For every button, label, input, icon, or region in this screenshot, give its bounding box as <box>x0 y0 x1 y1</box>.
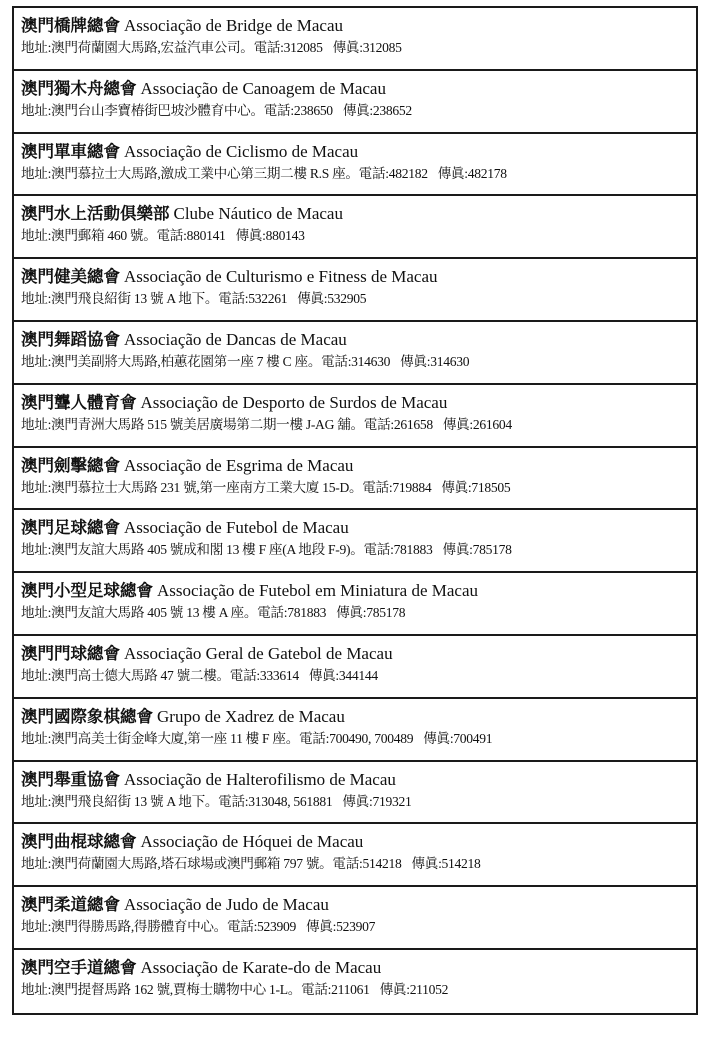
directory-entry <box>14 636 696 699</box>
address-and-phone: 地址:澳門台山李寶椿街巴坡沙體育中心。電話:238650 <box>21 102 333 118</box>
association-name-chinese: 澳門聾人體育會 <box>21 392 137 412</box>
fax-number: 傳眞:514218 <box>411 856 481 872</box>
directory-entry <box>14 699 696 762</box>
sports-association-directory <box>12 6 698 1015</box>
association-contact <box>21 163 696 185</box>
association-name-chinese: 澳門曲棍球總會 <box>21 832 137 852</box>
directory-entry <box>14 950 696 1013</box>
association-name-portuguese: Associação de Dancas de Macau <box>124 329 347 349</box>
directory-entry <box>14 71 696 134</box>
association-name-chinese: 澳門門球總會 <box>21 643 120 663</box>
directory-entry <box>14 573 696 636</box>
address-and-phone: 地址:澳門飛良紹街 13 號 A 地下。電話:532261 <box>21 291 288 307</box>
directory-entry <box>14 196 696 259</box>
fax-number: 傳眞:314630 <box>400 353 470 369</box>
address-and-phone: 地址:澳門荷蘭園大馬路,宏益汽車公司。電話:312085 <box>21 40 323 55</box>
association-name <box>21 78 696 100</box>
address-and-phone: 地址:澳門友誼大馬路 405 號成和閣 13 樓 F 座(A 地段 F-9)。電話:781883 <box>21 542 433 558</box>
association-name-portuguese: Associação de Hóquei de Macau <box>140 832 364 852</box>
association-name-portuguese: Clube Náutico de Macau <box>173 204 343 224</box>
association-name <box>21 455 696 477</box>
fax-number: 傳眞:785178 <box>442 542 512 558</box>
association-contact <box>21 477 696 499</box>
address-and-phone: 地址:澳門青洲大馬路 515 號美居廣場第二期一樓 J-AG 舖。電話:261658 <box>21 416 433 432</box>
address-and-phone: 地址:澳門慕拉士大馬路 231 號,第一座南方工業大廈 15-D。電話:719884 <box>21 479 432 495</box>
association-name-chinese: 澳門空手道總會 <box>21 957 137 977</box>
address-and-phone: 地址:澳門飛良紹街 13 號 A 地下。電話:313048, 561881 <box>21 793 333 809</box>
association-name <box>21 203 696 225</box>
association-name-portuguese: Associação de Halterofilismo de Macau <box>124 769 396 789</box>
association-name-portuguese: Associação de Bridge de Macau <box>124 16 344 35</box>
association-name-chinese: 澳門單車總會 <box>21 141 120 161</box>
association-name-chinese: 澳門國際象棋總會 <box>21 706 153 726</box>
association-name-chinese: 澳門舉重協會 <box>21 769 120 789</box>
association-name-portuguese: Associação de Culturismo e Fitness de Macau <box>124 267 438 287</box>
association-contact <box>21 100 696 122</box>
association-name-chinese: 澳門水上活動俱樂部 <box>21 204 170 224</box>
fax-number: 傳眞:785178 <box>336 605 406 621</box>
address-and-phone: 地址:澳門提督馬路 162 號,賈梅士購物中心 1-L。電話:211061 <box>21 981 370 997</box>
association-contact <box>21 37 696 59</box>
fax-number: 傳眞:532905 <box>297 291 367 307</box>
association-name <box>21 831 696 853</box>
association-name-chinese: 澳門小型足球總會 <box>21 581 153 601</box>
association-name-portuguese: Associação Geral de Gatebol de Macau <box>124 643 393 663</box>
directory-entry <box>14 385 696 448</box>
association-name-portuguese: Grupo de Xadrez de Macau <box>157 706 345 726</box>
association-name <box>21 141 696 163</box>
association-contact <box>21 351 696 373</box>
fax-number: 傳眞:880143 <box>235 228 305 244</box>
association-contact <box>21 853 696 875</box>
fax-number: 傳眞:719321 <box>342 793 412 809</box>
association-contact <box>21 414 696 436</box>
fax-number: 傳眞:718505 <box>441 479 511 495</box>
address-and-phone: 地址:澳門荷蘭園大馬路,塔石球場或澳門郵箱 797 號。電話:514218 <box>21 856 402 872</box>
association-name-chinese: 澳門柔道總會 <box>21 895 120 915</box>
directory-entry <box>14 887 696 950</box>
address-and-phone: 地址:澳門慕拉士大馬路,激成工業中心第三期二樓 R.S 座。電話:482182 <box>21 165 428 181</box>
association-name-portuguese: Associação de Futebol em Miniatura de Macau <box>157 581 479 601</box>
association-name <box>21 15 696 37</box>
fax-number: 傳眞:344144 <box>308 667 378 683</box>
association-name-chinese: 澳門橋牌總會 <box>21 16 120 35</box>
association-name-portuguese: Associação de Esgrima de Macau <box>124 455 354 475</box>
association-contact <box>21 728 696 750</box>
association-name-chinese: 澳門舞蹈協會 <box>21 329 120 349</box>
association-contact <box>21 791 696 813</box>
address-and-phone: 地址:澳門郵箱 460 號。電話:880141 <box>21 228 226 244</box>
association-name-portuguese: Associação de Desporto de Surdos de Macau <box>140 392 448 412</box>
association-name <box>21 894 696 916</box>
association-name <box>21 266 696 288</box>
directory-entry <box>14 762 696 825</box>
address-and-phone: 地址:澳門高士德大馬路 47 號二樓。電話:333614 <box>21 667 299 683</box>
association-name <box>21 580 696 602</box>
association-contact <box>21 225 696 247</box>
fax-number: 傳眞:238652 <box>342 102 412 118</box>
directory-entry <box>14 448 696 511</box>
association-name <box>21 643 696 665</box>
fax-number: 傳眞:523907 <box>306 919 376 935</box>
association-contact <box>21 916 696 938</box>
association-name-portuguese: Associação de Futebol de Macau <box>124 518 349 538</box>
association-name <box>21 769 696 791</box>
association-name <box>21 517 696 539</box>
association-contact <box>21 539 696 561</box>
association-contact <box>21 288 696 310</box>
association-name-chinese: 澳門足球總會 <box>21 518 120 538</box>
address-and-phone: 地址:澳門高美士街金峰大廈,第一座 11 樓 F 座。電話:700490, 700489 <box>21 730 414 746</box>
address-and-phone: 地址:澳門得勝馬路,得勝體育中心。電話:523909 <box>21 919 297 935</box>
association-name-portuguese: Associação de Judo de Macau <box>124 895 329 915</box>
fax-number: 傳眞:261604 <box>442 416 512 432</box>
association-contact <box>21 665 696 687</box>
address-and-phone: 地址:澳門友誼大馬路 405 號 13 樓 A 座。電話:781883 <box>21 605 327 621</box>
fax-number: 傳眞:482178 <box>437 165 507 181</box>
association-name-portuguese: Associação de Ciclismo de Macau <box>124 141 359 161</box>
directory-entry <box>14 259 696 322</box>
association-name <box>21 706 696 728</box>
fax-number: 傳眞:312085 <box>332 40 402 55</box>
association-name-chinese: 澳門健美總會 <box>21 267 120 287</box>
address-and-phone: 地址:澳門美副將大馬路,柏蕙花園第一座 7 樓 C 座。電話:314630 <box>21 353 391 369</box>
fax-number: 傳眞:211052 <box>379 981 449 997</box>
directory-entry <box>14 510 696 573</box>
association-name <box>21 392 696 414</box>
association-name-chinese: 澳門劍擊總會 <box>21 455 120 475</box>
association-contact <box>21 979 696 1001</box>
association-name <box>21 957 696 979</box>
directory-entry <box>14 134 696 197</box>
directory-entry <box>14 8 696 71</box>
fax-number: 傳眞:700491 <box>423 730 493 746</box>
directory-entry <box>14 322 696 385</box>
association-name <box>21 329 696 351</box>
association-name-chinese: 澳門獨木舟總會 <box>21 78 137 98</box>
association-name-portuguese: Associação de Canoagem de Macau <box>140 78 386 98</box>
association-contact <box>21 602 696 624</box>
directory-entry <box>14 824 696 887</box>
association-name-portuguese: Associação de Karate-do de Macau <box>140 957 382 977</box>
